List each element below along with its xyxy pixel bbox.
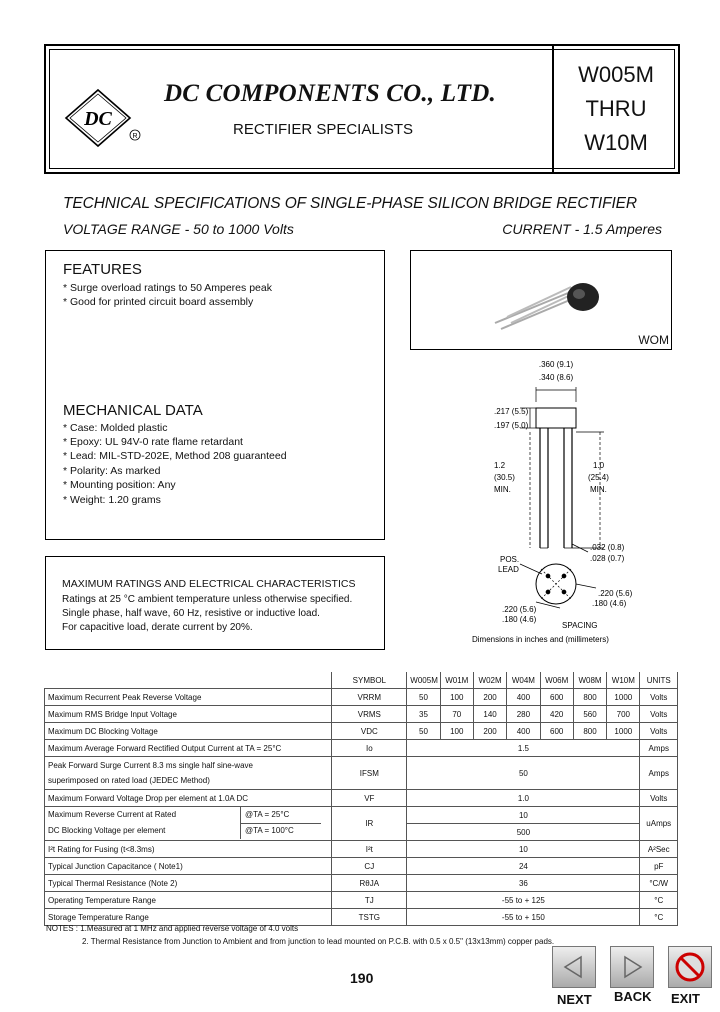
param-value: 100 xyxy=(440,723,473,740)
current-rating: CURRENT - 1.5 Amperes xyxy=(502,221,662,237)
param-name-line: Maximum Reverse Current at Rated xyxy=(48,810,177,819)
param-name: Operating Temperature Range xyxy=(45,892,332,909)
table-row xyxy=(45,892,678,909)
condition-100c: @TA = 100°C xyxy=(245,826,294,835)
param-value: 1.0 xyxy=(407,790,640,807)
part-number-to: W10M xyxy=(584,130,648,155)
param-value: 800 xyxy=(573,689,606,706)
feature-item: * Good for printed circuit board assembly xyxy=(63,296,254,308)
param-symbol: IFSM xyxy=(332,757,407,790)
table-row xyxy=(45,740,678,757)
dim-lead-thickness-a: .032 (0.8) xyxy=(590,543,625,552)
param-name xyxy=(45,757,332,790)
table-row xyxy=(45,858,678,875)
param-value: 1.5 xyxy=(407,740,640,757)
param-value: 600 xyxy=(540,689,573,706)
part-number-from: W005M xyxy=(578,62,654,87)
dim-spacing-a: .220 (5.6) xyxy=(598,589,633,598)
dimensions-caption: Dimensions in inches and (millimeters) xyxy=(472,635,609,644)
param-name: Typical Thermal Resistance (Note 2) xyxy=(45,875,332,892)
next-button[interactable] xyxy=(552,946,596,988)
mechanical-item: * Case: Molded plastic xyxy=(63,422,168,434)
param-value: -55 to + 125 xyxy=(407,892,640,909)
param-symbol: TJ xyxy=(332,892,407,909)
dim-lead-left: 1.2 xyxy=(494,461,506,470)
param-symbol: I²t xyxy=(332,841,407,858)
param-value: 400 xyxy=(507,723,540,740)
mechanical-item: * Weight: 1.20 grams xyxy=(63,494,161,506)
header-symbol: SYMBOL xyxy=(332,672,407,689)
company-tagline: RECTIFIER SPECIALISTS xyxy=(233,121,414,138)
specifications-table xyxy=(44,672,678,926)
features-title: FEATURES xyxy=(63,261,142,278)
param-unit: Amps xyxy=(640,740,678,757)
exit-label[interactable]: EXIT xyxy=(671,991,700,1006)
param-symbol: VDC xyxy=(332,723,407,740)
exit-button[interactable] xyxy=(668,946,712,988)
ratings-line: Single phase, half wave, 60 Hz, resistive or inductive load. xyxy=(62,608,320,619)
registered-mark: R xyxy=(132,133,138,140)
feature-item: * Surge overload ratings to 50 Amperes peak xyxy=(63,282,272,294)
document-title: TECHNICAL SPECIFICATIONS OF SINGLE-PHASE SILICON BRIDGE RECTIFIER xyxy=(63,195,637,212)
part-number-thru: THRU xyxy=(585,96,647,121)
dim-lead-thickness-b: .028 (0.7) xyxy=(590,554,625,563)
param-value: 600 xyxy=(540,723,573,740)
features-box xyxy=(45,250,385,540)
param-name: Maximum Average Forward Rectified Output Current at TA = 25°C xyxy=(45,740,332,757)
param-name: I²t Rating for Fusing (t<8.3ms) xyxy=(45,841,332,858)
mechanical-title: MECHANICAL DATA xyxy=(63,402,203,419)
param-name: Maximum Forward Voltage Drop per element at 1.0A DC xyxy=(45,790,332,807)
param-value: 560 xyxy=(573,706,606,723)
param-value: 200 xyxy=(473,723,506,740)
param-unit: °C xyxy=(640,892,678,909)
header-part: W01M xyxy=(440,672,473,689)
header-part: W02M xyxy=(473,672,506,689)
dim-height-in: .217 (5.5) xyxy=(494,407,529,416)
param-unit: Volts xyxy=(640,689,678,706)
voltage-range: VOLTAGE RANGE - 50 to 1000 Volts xyxy=(63,221,294,237)
right-arrow-icon xyxy=(611,947,653,987)
next-label[interactable]: NEXT xyxy=(557,992,592,1007)
logo-text: DC xyxy=(84,108,112,130)
header-divider xyxy=(552,44,554,174)
param-unit: Volts xyxy=(640,723,678,740)
dim-height-mm: .197 (5.0) xyxy=(494,421,529,430)
table-row xyxy=(45,841,678,858)
table-row xyxy=(45,757,678,790)
param-value: 280 xyxy=(507,706,540,723)
header-units: UNITS xyxy=(640,672,678,689)
param-symbol: CJ xyxy=(332,858,407,875)
param-unit: Volts xyxy=(640,706,678,723)
table-header-blank xyxy=(45,672,332,689)
param-unit: uAmps xyxy=(640,807,678,841)
back-label[interactable]: BACK xyxy=(614,989,652,1004)
param-value: 100 xyxy=(440,689,473,706)
table-row xyxy=(45,807,678,824)
param-value: 700 xyxy=(607,706,640,723)
dim-width-in: .360 (9.1) xyxy=(538,360,574,369)
note-1: NOTES : 1.Measured at 1 MHz and applied reverse voltage of 4.0 volts xyxy=(46,924,299,933)
mechanical-item: * Polarity: As marked xyxy=(63,465,161,477)
param-unit: A²Sec xyxy=(640,841,678,858)
param-unit: Amps xyxy=(640,757,678,790)
param-name: Typical Junction Capacitance ( Note1) xyxy=(45,858,332,875)
header-part: W08M xyxy=(573,672,606,689)
ratings-line: For capacitive load, derate current by 20%. xyxy=(62,622,253,633)
param-symbol: VF xyxy=(332,790,407,807)
table-header-row xyxy=(45,672,678,689)
ratings-line: Ratings at 25 °C ambient temperature unless otherwise specified. xyxy=(62,594,353,605)
param-value: 70 xyxy=(440,706,473,723)
param-symbol: IR xyxy=(332,807,407,841)
param-value: -55 to + 150 xyxy=(407,909,640,926)
dim-lead-right-mm: (25.4) xyxy=(588,473,609,482)
lead-label: LEAD xyxy=(498,565,519,574)
spacing-label: SPACING xyxy=(562,621,598,630)
param-name: Maximum DC Blocking Voltage xyxy=(45,723,332,740)
table-row xyxy=(45,689,678,706)
param-unit: pF xyxy=(640,858,678,875)
dimension-drawing xyxy=(410,352,672,652)
param-unit: °C/W xyxy=(640,875,678,892)
dim-lead-left-mm: (30.5) xyxy=(494,473,515,482)
param-value: 200 xyxy=(473,689,506,706)
param-name-line: DC Blocking Voltage per element xyxy=(48,826,166,835)
dim-spacing2-b: .180 (4.6) xyxy=(502,615,537,624)
param-name-line: Peak Forward Surge Current 8.3 ms single half sine-wave xyxy=(48,761,253,770)
dim-lead-left-min: MIN. xyxy=(494,485,511,494)
table-row xyxy=(45,790,678,807)
header-part: W06M xyxy=(540,672,573,689)
ratings-box xyxy=(45,556,385,650)
param-value: 50 xyxy=(407,757,640,790)
table-row xyxy=(45,909,678,926)
param-name: Maximum RMS Bridge Input Voltage xyxy=(45,706,332,723)
param-symbol: VRRM xyxy=(332,689,407,706)
param-symbol: VRMS xyxy=(332,706,407,723)
param-value: 420 xyxy=(540,706,573,723)
table-row xyxy=(45,706,678,723)
param-symbol: TSTG xyxy=(332,909,407,926)
dim-width-mm: .340 (8.6) xyxy=(538,373,574,382)
mechanical-item: * Epoxy: UL 94V-0 rate flame retardant xyxy=(63,436,243,448)
dim-spacing-b: .180 (4.6) xyxy=(592,599,627,608)
dim-spacing2-a: .220 (5.6) xyxy=(502,605,537,614)
dim-lead-right-min: MIN. xyxy=(590,485,607,494)
company-logo xyxy=(64,88,144,153)
param-value: 50 xyxy=(407,723,440,740)
param-name-cell xyxy=(45,807,332,841)
page-number: 190 xyxy=(350,970,374,986)
back-button[interactable] xyxy=(610,946,654,988)
param-value: 800 xyxy=(573,723,606,740)
param-value: 140 xyxy=(473,706,506,723)
condition-divider xyxy=(240,823,321,824)
param-value: 50 xyxy=(407,689,440,706)
mechanical-item: * Mounting position: Any xyxy=(63,479,176,491)
param-value: 500 xyxy=(407,824,640,841)
package-image-box xyxy=(410,250,672,350)
param-value: 1000 xyxy=(607,723,640,740)
header-part: W005M xyxy=(407,672,440,689)
package-label: WOM xyxy=(638,333,669,347)
pos-label: POS. xyxy=(500,555,520,564)
param-symbol: RθJA xyxy=(332,875,407,892)
header-part: W10M xyxy=(607,672,640,689)
no-entry-icon xyxy=(669,947,711,987)
param-unit: Volts xyxy=(640,790,678,807)
package-photo xyxy=(411,251,671,349)
ratings-title: MAXIMUM RATINGS AND ELECTRICAL CHARACTERISTICS xyxy=(62,578,356,590)
left-arrow-icon xyxy=(553,947,595,987)
param-value: 24 xyxy=(407,858,640,875)
header-part: W04M xyxy=(507,672,540,689)
condition-25c: @TA = 25°C xyxy=(245,810,290,819)
param-name: Maximum Recurrent Peak Reverse Voltage xyxy=(45,689,332,706)
param-value: 400 xyxy=(507,689,540,706)
param-name-line: superimposed on rated load (JEDEC Method) xyxy=(48,776,210,785)
param-symbol: Io xyxy=(332,740,407,757)
param-value: 10 xyxy=(407,807,640,824)
company-name: DC COMPONENTS CO., LTD. xyxy=(164,80,496,107)
param-value: 35 xyxy=(407,706,440,723)
dim-lead-right: 1.0 xyxy=(593,461,605,470)
param-name: Storage Temperature Range xyxy=(45,909,332,926)
param-value: 10 xyxy=(407,841,640,858)
note-2: 2. Thermal Resistance from Junction to Ambient and from junction to lead mounted on P.C.B. with 0.5 x 0.5" (13x13mm) copper pads. xyxy=(82,937,555,946)
param-value: 1000 xyxy=(607,689,640,706)
param-unit: °C xyxy=(640,909,678,926)
table-row xyxy=(45,723,678,740)
table-row xyxy=(45,875,678,892)
mechanical-item: * Lead: MIL-STD-202E, Method 208 guaranteed xyxy=(63,450,287,462)
param-value: 36 xyxy=(407,875,640,892)
